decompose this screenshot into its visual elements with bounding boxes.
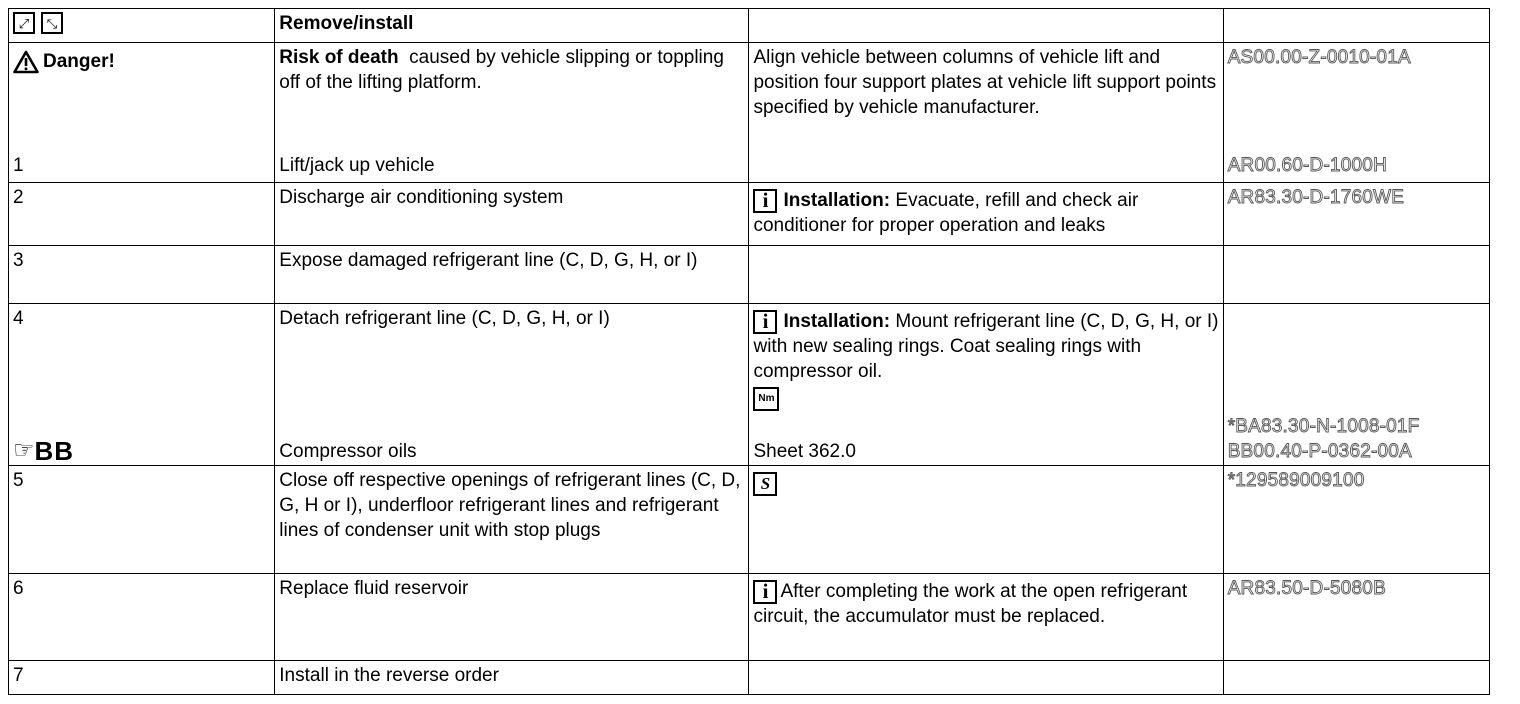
table-row — [9, 246, 1490, 304]
step-action: Replace fluid reservoir — [275, 574, 749, 661]
step-note: Evacuate, refill and check air conditioner for proper operation and leaks — [753, 190, 1139, 236]
reference-link[interactable]: AR83.30-D-1760WE — [1227, 187, 1405, 208]
step-number: 7 — [9, 661, 275, 695]
reference-link[interactable]: BB00.40-P-0362-00A — [1227, 441, 1412, 462]
step-number: 6 — [9, 574, 275, 661]
step-number: 4 — [13, 308, 24, 329]
warning-triangle-icon — [13, 50, 39, 74]
table-row — [9, 183, 1490, 246]
pointing-hand-icon: ☞ — [13, 437, 35, 464]
reference-link[interactable]: *BA83.30-N-1008-01F — [1227, 416, 1420, 437]
step-note: Mount refrigerant line (C, D, G, H, or I) with new sealing rings. Coat sealing rings with compressor oil. — [753, 311, 1219, 382]
step-action: Discharge air conditioning system — [275, 183, 749, 246]
collapse-icon[interactable]: ⤡ — [41, 12, 63, 34]
risk-bold: Risk of death — [279, 47, 399, 68]
special-tool-icon: S — [753, 472, 777, 496]
installation-label: Installation: — [783, 190, 891, 211]
header-row — [9, 9, 1490, 43]
info-icon: i — [753, 580, 777, 604]
reference-link[interactable]: *129589009100 — [1227, 470, 1365, 491]
reference-link[interactable]: AR00.60-D-1000H — [1227, 155, 1387, 176]
table-row — [9, 661, 1490, 695]
step-note: Align vehicle between columns of vehicle lift and position four support plates at vehicle lift support points specified by vehicle manufacturer. — [753, 47, 1217, 118]
step-number: 1 — [13, 155, 24, 176]
header-title: Remove/install — [279, 13, 414, 34]
expand-icon[interactable]: ⤢ — [13, 12, 35, 34]
step-number: 3 — [9, 246, 275, 304]
installation-label: Installation: — [783, 311, 891, 332]
step-action: Expose damaged refrigerant line (C, D, G, H, or I) — [275, 246, 749, 304]
reference-link[interactable]: AS00.00-Z-0010-01A — [1227, 47, 1411, 68]
header-icons-cell — [9, 9, 275, 43]
bb-reference — [13, 435, 75, 466]
torque-nm-icon: Nm — [753, 387, 779, 411]
step-action: Lift/jack up vehicle — [279, 155, 435, 176]
table-row — [9, 466, 1490, 574]
bb-label: BB — [34, 435, 75, 466]
reference-link[interactable]: AR83.50-D-5080B — [1227, 578, 1386, 599]
table-row — [9, 43, 1490, 183]
header-title-cell — [275, 9, 749, 43]
risk-text: Risk of death caused by vehicle slipping or toppling off of the lifting platform. — [279, 47, 724, 93]
danger-label: Danger! — [43, 51, 115, 72]
step-number: 5 — [9, 466, 275, 574]
step-action: Close off respective openings of refrigerant lines (C, D, G, H or I), underfloor refrigerant lines and refrigerant lines of condenser unit with stop plugs — [275, 466, 749, 574]
table-row — [9, 304, 1490, 466]
step-action: Detach refrigerant line (C, D, G, H, or I) — [279, 308, 610, 329]
step-note: After completing the work at the open refrigerant circuit, the accumulator must be replaced. — [753, 581, 1188, 627]
table-row — [9, 574, 1490, 661]
sub-action: Compressor oils — [279, 441, 417, 462]
info-icon: i — [753, 189, 777, 213]
sub-note: Sheet 362.0 — [753, 441, 856, 462]
step-number: 2 — [9, 183, 275, 246]
procedure-table — [8, 8, 1490, 695]
step-action: Install in the reverse order — [275, 661, 749, 695]
info-icon: i — [753, 310, 777, 334]
